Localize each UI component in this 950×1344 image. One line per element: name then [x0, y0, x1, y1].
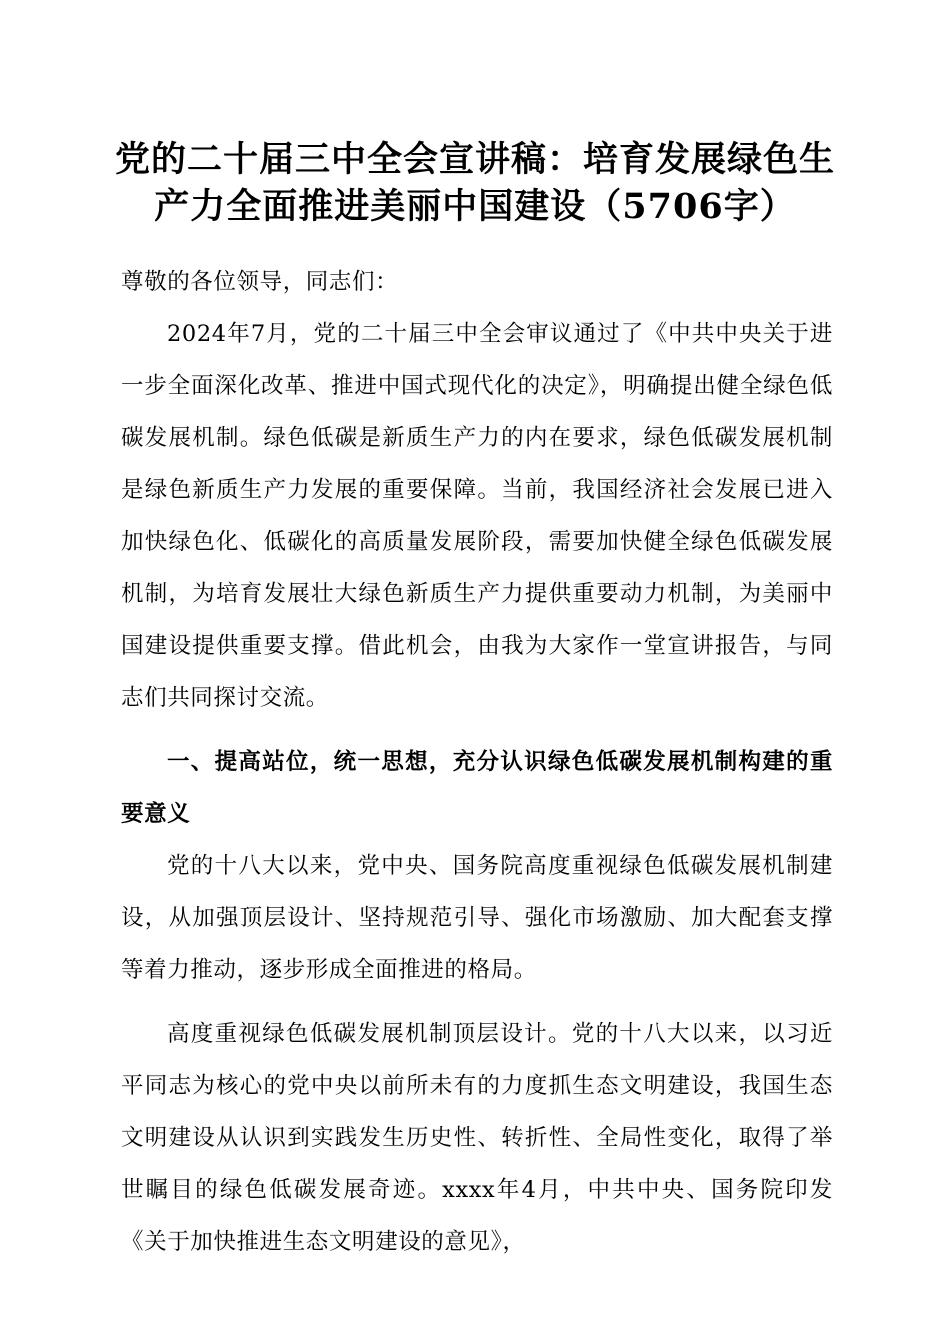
- section-heading: 一、提高站位，统一思想，充分认识绿色低碳发展机制构建的重要意义: [121, 749, 833, 827]
- title-line-1: 党的二十届三中全会宣讲稿：培育发展绿色生: [114, 139, 835, 180]
- document-body: [121, 256, 833, 1268]
- intro-paragraph: 2024年7月，党的二十届三中全会审议通过了《中共中央关于进一步全面深化改革、推进中国式现代化的决定》，明确提出健全绿色低碳发展机制。绿色低碳是新质生产力的内在要求，绿色低碳发展机制是绿色新质生产力发展的重要保障。当前，我国经济社会发展已进入加快绿色化、低碳化的高质量发展阶段，需要加快健全绿色低碳发展机制，为培育发展壮大绿色新质生产力提供重要动力机制，为美丽中国建设提供重要支撑。借此机会，由我为大家作一堂宣讲报告，与同志们共同探讨交流。: [121, 321, 833, 711]
- salutation: 尊敬的各位领导，同志们：: [121, 269, 399, 295]
- document-title: [100, 136, 850, 230]
- section-paragraph-2: 高度重视绿色低碳发展机制顶层设计。党的十八大以来，以习近平同志为核心的党中央以前所未有的力度抓生态文明建设，我国生态文明建设从认识到实践发生历史性、转折性、全局性变化，取得了举世瞩目的绿色低碳发展奇迹。xxxx年4月，中共中央、国务院印发《关于加快推进生态文明建设的意见》，: [121, 1021, 833, 1255]
- title-line-2: 产力全面推进美丽中国建设（5706字）: [154, 186, 796, 227]
- section-paragraph-1: 党的十八大以来，党中央、国务院高度重视绿色低碳发展机制建设，从加强顶层设计、坚持规范引导、强化市场激励、加大配套支撑等着力推动，逐步形成全面推进的格局。: [121, 853, 833, 983]
